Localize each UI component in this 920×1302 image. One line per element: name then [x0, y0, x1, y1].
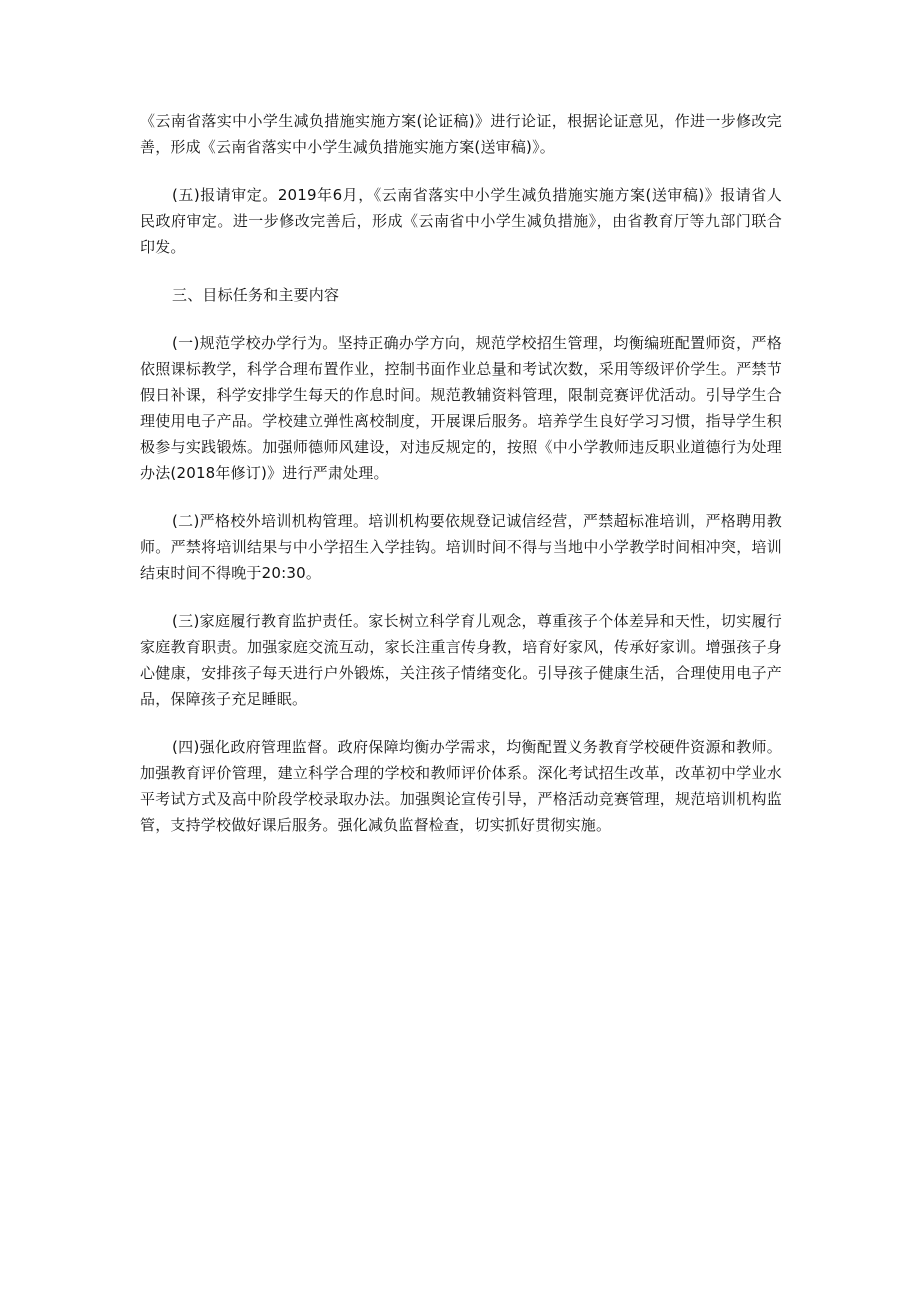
paragraph-family-responsibility: (三)家庭履行教育监护责任。家长树立科学育儿观念，尊重孩子个体差异和天性，切实履行家庭教育职责。加强家庭交流互动，家长注重言传身教，培育好家风，传承好家训。增强孩子身心健康，安排孩子每天进行户外锻炼，关注孩子情绪变化。引导孩子健康生活，合理使用电子产品，保障孩子充足睡眠。	[140, 612, 782, 708]
paragraph-school-conduct: (一)规范学校办学行为。坚持正确办学方向，规范学校招生管理，均衡编班配置师资，严格依照课标教学，科学合理布置作业，控制书面作业总量和考试次数，采用等级评价学生。严禁节假日补课，科学安排学生每天的作息时间。规范教辅资料管理，限制竞赛评优活动。引导学生合理使用电子产品。学校建立弹性离校制度，开展课后服务。培养学生良好学习习惯，指导学生积极参与实践锻炼。加强师德师风建设，对违反规定的，按照《中小学教师违反职业道德行为处理办法(2018年修订)》进行严肃处理。	[140, 334, 782, 482]
paragraph-continuation: 《云南省落实中小学生减负措施实施方案(论证稿)》进行论证，根据论证意见，作进一步修改完善，形成《云南省落实中小学生减负措施实施方案(送审稿)》。	[140, 112, 782, 156]
document-body	[140, 108, 782, 860]
paragraph-report-approval: (五)报请审定。2019年6月，《云南省落实中小学生减负措施实施方案(送审稿)》报请省人民政府审定。进一步修改完善后，形成《云南省中小学生减负措施》，由省教育厅等九部门联合印发。	[140, 186, 782, 256]
paragraph-training-institutions: (二)严格校外培训机构管理。培训机构要依规登记诚信经营，严禁超标准培训，严格聘用教师。严禁将培训结果与中小学招生入学挂钩。培训时间不得与当地中小学教学时间相冲突，培训结束时间不得晚于20:30。	[140, 512, 782, 582]
paragraph-government-supervision: (四)强化政府管理监督。政府保障均衡办学需求，均衡配置义务教育学校硬件资源和教师。加强教育评价管理，建立科学合理的学校和教师评价体系。深化考试招生改革，改革初中学业水平考试方式及高中阶段学校录取办法。加强舆论宣传引导，严格活动竞赛管理，规范培训机构监管，支持学校做好课后服务。强化减负监督检查，切实抓好贯彻实施。	[140, 738, 782, 834]
section-heading-objectives: 三、目标任务和主要内容	[172, 286, 340, 304]
